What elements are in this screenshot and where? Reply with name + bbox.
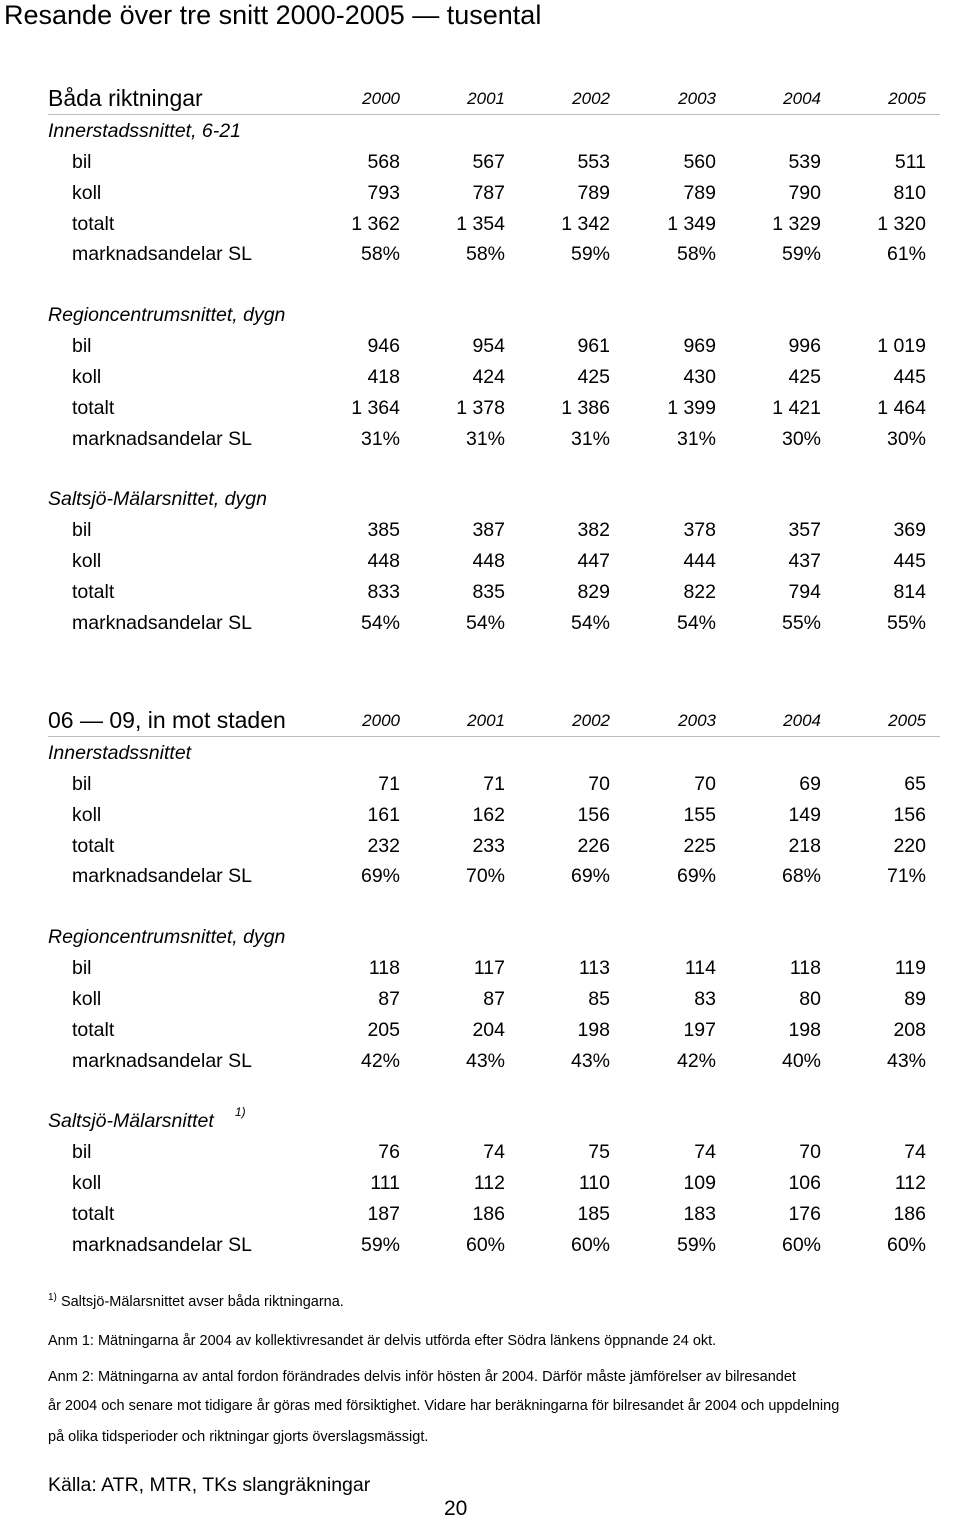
table-cell: 1 364 xyxy=(351,396,400,419)
table-cell: 43% xyxy=(570,1049,610,1072)
source-credit: Källa: ATR, MTR, TKs slangräkningar xyxy=(48,1474,371,1496)
row-label: koll xyxy=(72,365,102,388)
table-cell: 220 xyxy=(893,834,926,857)
row-label: totalt xyxy=(72,1202,115,1225)
table-cell: 80 xyxy=(799,987,821,1010)
table-header xyxy=(48,84,940,115)
table-cell: 198 xyxy=(577,1018,610,1041)
year-header: 2001 xyxy=(467,89,505,108)
table-cell: 430 xyxy=(683,365,716,388)
table-row xyxy=(48,392,940,423)
section-spacer xyxy=(48,891,940,921)
year-header: 2003 xyxy=(678,89,716,108)
table-cell: 112 xyxy=(894,1172,926,1195)
table-row xyxy=(48,1229,940,1260)
table-cell: 814 xyxy=(893,580,926,603)
table-cell: 567 xyxy=(472,151,505,173)
year-header: 2001 xyxy=(467,711,505,730)
row-label: koll xyxy=(72,181,102,204)
table-cell: 369 xyxy=(893,519,926,542)
table-title: Båda riktningar xyxy=(48,85,203,111)
table-cell: 61% xyxy=(886,243,926,266)
table-cell: 87 xyxy=(378,987,400,1010)
table-cell: 1 399 xyxy=(667,396,716,419)
table-cell: 68% xyxy=(781,865,821,888)
table-row xyxy=(48,830,940,861)
row-label: bil xyxy=(72,335,92,358)
table-cell: 204 xyxy=(472,1018,505,1041)
note-2-line-2: år 2004 och senare mot tidigare år göras med försiktighet. Vidare har beräkningarna för bilresandet år 2004 och uppdelning xyxy=(48,1398,840,1414)
row-label: koll xyxy=(72,803,102,826)
table-cell: 74 xyxy=(694,1141,716,1164)
table-cell: 226 xyxy=(577,834,610,857)
table-cell: 448 xyxy=(367,550,400,573)
table-row xyxy=(48,983,940,1014)
table-row xyxy=(48,607,940,638)
table-row xyxy=(48,361,940,392)
row-label: marknadsandelar SL xyxy=(72,611,252,634)
table-cell: 197 xyxy=(683,1018,716,1041)
table-cell: 58% xyxy=(465,243,505,266)
table-cell: 31% xyxy=(676,427,716,450)
table-body xyxy=(48,737,940,1260)
table-cell: 149 xyxy=(788,803,821,826)
table-cell: 31% xyxy=(570,427,610,450)
table-cell: 162 xyxy=(472,803,505,826)
table-cell: 1 362 xyxy=(351,212,400,235)
table-row xyxy=(48,768,940,799)
table-row xyxy=(48,423,940,454)
table-cell: 789 xyxy=(683,181,716,204)
table-body xyxy=(48,115,940,638)
table-cell: 40% xyxy=(781,1049,821,1072)
table-cell: 69 xyxy=(799,773,821,795)
row-label: bil xyxy=(72,519,92,542)
table-cell: 1 019 xyxy=(877,335,926,358)
table-cell: 118 xyxy=(368,957,400,980)
footnote-text: Saltsjö-Mälarsnittet avser båda riktningarna. xyxy=(60,1293,344,1310)
table-title: 06 — 09, in mot staden xyxy=(48,707,286,733)
section-header xyxy=(48,483,940,514)
row-label: bil xyxy=(72,957,92,980)
table-cell: 568 xyxy=(367,151,400,173)
table-row xyxy=(48,952,940,983)
table-cell: 954 xyxy=(472,335,505,358)
table-row xyxy=(48,1136,940,1167)
table-cell: 117 xyxy=(473,957,505,980)
section-title: Saltsjö-Mälarsnittet xyxy=(48,1110,214,1133)
table-cell: 114 xyxy=(684,957,716,980)
table-cell: 1 329 xyxy=(772,212,821,235)
table-header xyxy=(48,706,940,737)
table-cell: 176 xyxy=(788,1202,821,1225)
table-cell: 60% xyxy=(570,1233,610,1256)
table-cell: 155 xyxy=(683,803,716,826)
table-cell: 31% xyxy=(465,427,505,450)
table-row xyxy=(48,1045,940,1076)
table-cell: 198 xyxy=(788,1018,821,1041)
table-cell: 60% xyxy=(886,1233,926,1256)
table-cell: 74 xyxy=(483,1141,505,1164)
row-label: totalt xyxy=(72,1018,115,1041)
table-cell: 59% xyxy=(360,1233,400,1256)
table-cell: 76 xyxy=(378,1141,400,1164)
year-header: 2005 xyxy=(888,89,926,108)
table-cell: 425 xyxy=(577,365,610,388)
table-cell: 810 xyxy=(893,181,926,204)
table-row xyxy=(48,177,940,208)
table-cell: 1 354 xyxy=(456,212,505,235)
table-cell: 74 xyxy=(904,1141,926,1164)
row-label: totalt xyxy=(72,212,115,235)
table-cell: 59% xyxy=(781,243,821,266)
table-cell: 30% xyxy=(781,427,821,450)
table-cell: 30% xyxy=(886,427,926,450)
table-cell: 69% xyxy=(570,865,610,888)
table-cell: 218 xyxy=(788,834,821,857)
section-title: Regioncentrumsnittet, dygn xyxy=(48,304,286,327)
year-header: 2002 xyxy=(572,89,610,108)
table-cell: 60% xyxy=(465,1233,505,1256)
table-cell: 156 xyxy=(893,803,926,826)
table-row xyxy=(48,208,940,239)
table-cell: 833 xyxy=(367,580,400,603)
table-cell: 822 xyxy=(683,580,716,603)
table-cell: 85 xyxy=(588,987,610,1010)
row-label: totalt xyxy=(72,580,115,603)
table-cell: 119 xyxy=(894,957,926,980)
table-row xyxy=(48,330,940,361)
table-cell: 55% xyxy=(886,611,926,634)
section-spacer xyxy=(48,453,940,483)
section-title: Regioncentrumsnittet, dygn xyxy=(48,926,286,949)
table-cell: 110 xyxy=(578,1172,610,1195)
table-cell: 560 xyxy=(683,151,716,173)
table-cell: 183 xyxy=(683,1202,716,1225)
section-header xyxy=(48,115,940,146)
table-cell: 835 xyxy=(472,580,505,603)
year-header: 2000 xyxy=(362,711,400,730)
table-cell: 790 xyxy=(788,181,821,204)
section-header xyxy=(48,299,940,330)
section-title: Innerstadssnittet, 6-21 xyxy=(48,120,241,142)
table-cell: 89 xyxy=(904,987,926,1010)
table-row xyxy=(48,860,940,891)
table-cell: 447 xyxy=(577,550,610,573)
table-cell: 54% xyxy=(570,611,610,634)
table-cell: 161 xyxy=(367,803,400,826)
row-label: marknadsandelar SL xyxy=(72,427,252,450)
table-cell: 69% xyxy=(676,865,716,888)
row-label: koll xyxy=(72,1172,102,1195)
table-cell: 1 464 xyxy=(877,396,926,419)
table-cell: 378 xyxy=(683,519,716,542)
table-cell: 996 xyxy=(788,335,821,358)
table-row xyxy=(48,1014,940,1045)
table-cell: 387 xyxy=(472,519,505,542)
footnote-marker: 1) xyxy=(235,1105,246,1120)
table-cell: 69% xyxy=(360,865,400,888)
row-label: bil xyxy=(72,1141,92,1164)
table-cell: 789 xyxy=(577,181,610,204)
table-cell: 71 xyxy=(483,773,505,795)
note-2-line-1: Anm 2: Mätningarna av antal fordon förändrades delvis inför hösten år 2004. Därför måste jämförelser av bilresandet xyxy=(48,1369,796,1385)
table-cell: 829 xyxy=(577,580,610,603)
table-cell: 70 xyxy=(799,1141,821,1164)
table-cell: 65 xyxy=(904,773,926,795)
section-spacer xyxy=(48,1075,940,1105)
section-title: Innerstadssnittet xyxy=(48,742,192,764)
row-label: marknadsandelar SL xyxy=(72,865,252,888)
table-cell: 1 421 xyxy=(772,396,821,419)
table-cell: 186 xyxy=(893,1202,926,1225)
table-cell: 539 xyxy=(788,151,821,173)
table-cell: 444 xyxy=(683,550,716,573)
page-title: Resande över tre snitt 2000-2005 — tusental xyxy=(4,0,542,30)
row-label: marknadsandelar SL xyxy=(72,1049,252,1072)
table-row xyxy=(48,238,940,269)
table-cell: 70 xyxy=(694,773,716,795)
table-cell: 794 xyxy=(788,580,821,603)
note-1: Anm 1: Mätningarna år 2004 av kollektivresandet är delvis utförda efter Södra länkens öppnande 24 okt. xyxy=(48,1333,717,1349)
year-header: 2004 xyxy=(783,711,821,730)
table-row xyxy=(48,514,940,545)
table-cell: 233 xyxy=(472,834,505,857)
table-cell: 553 xyxy=(577,151,610,173)
table-cell: 382 xyxy=(577,519,610,542)
note-2-line-3: på olika tidsperioder och riktningar gjorts överslagsmässigt. xyxy=(48,1429,429,1445)
year-header: 2003 xyxy=(678,711,716,730)
table-cell: 385 xyxy=(367,519,400,542)
table-cell: 54% xyxy=(360,611,400,634)
table-cell: 71 xyxy=(378,773,400,795)
table-row xyxy=(48,146,940,177)
table-cell: 58% xyxy=(676,243,716,266)
footnote-marker: 1) xyxy=(48,1292,57,1303)
table-cell: 448 xyxy=(472,550,505,573)
table-cell: 185 xyxy=(577,1202,610,1225)
table-cell: 225 xyxy=(683,834,716,857)
section-header xyxy=(48,1105,940,1136)
table-cell: 946 xyxy=(367,335,400,358)
table-cell: 106 xyxy=(788,1172,821,1195)
table-cell: 111 xyxy=(370,1172,400,1195)
table-cell: 205 xyxy=(367,1018,400,1041)
table-cell: 445 xyxy=(893,365,926,388)
table-cell: 357 xyxy=(788,519,821,542)
table-cell: 43% xyxy=(465,1049,505,1072)
table-cell: 208 xyxy=(893,1018,926,1041)
table-cell: 1 349 xyxy=(667,212,716,235)
table-cell: 112 xyxy=(473,1172,505,1195)
page-number: 20 xyxy=(444,1497,468,1520)
table-cell: 55% xyxy=(781,611,821,634)
table-cell: 787 xyxy=(472,181,505,204)
table-cell: 87 xyxy=(483,987,505,1010)
year-header: 2004 xyxy=(783,89,821,108)
table-cell: 42% xyxy=(360,1049,400,1072)
year-header: 2005 xyxy=(888,711,926,730)
table-row xyxy=(48,545,940,576)
table-cell: 54% xyxy=(676,611,716,634)
section-header xyxy=(48,737,940,768)
table-cell: 1 320 xyxy=(877,212,926,235)
table-row xyxy=(48,1167,940,1198)
table-cell: 75 xyxy=(588,1141,610,1164)
table-cell: 418 xyxy=(367,365,400,388)
row-label: marknadsandelar SL xyxy=(72,243,252,266)
table-row xyxy=(48,576,940,607)
row-label: bil xyxy=(72,151,92,173)
row-label: totalt xyxy=(72,834,115,857)
table-cell: 118 xyxy=(789,957,821,980)
table-cell: 186 xyxy=(472,1202,505,1225)
row-label: koll xyxy=(72,550,102,573)
year-header: 2002 xyxy=(572,711,610,730)
table-cell: 1 378 xyxy=(456,396,505,419)
table-both-directions xyxy=(48,84,940,638)
table-cell: 113 xyxy=(578,957,610,980)
table-cell: 58% xyxy=(360,243,400,266)
table-cell: 1 342 xyxy=(561,212,610,235)
table-cell: 969 xyxy=(683,335,716,358)
row-label: bil xyxy=(72,773,92,795)
table-cell: 437 xyxy=(788,550,821,573)
table-cell: 511 xyxy=(894,151,926,173)
table-cell: 71% xyxy=(886,865,926,888)
table-cell: 54% xyxy=(465,611,505,634)
table-cell: 445 xyxy=(893,550,926,573)
table-cell: 59% xyxy=(570,243,610,266)
table-cell: 187 xyxy=(367,1202,400,1225)
table-cell: 425 xyxy=(788,365,821,388)
row-label: marknadsandelar SL xyxy=(72,1233,252,1256)
table-inbound-06-09 xyxy=(48,706,940,1260)
table-cell: 793 xyxy=(367,181,400,204)
table-cell: 43% xyxy=(886,1049,926,1072)
section-title: Saltsjö-Mälarsnittet, dygn xyxy=(48,488,267,511)
table-cell: 70% xyxy=(465,865,505,888)
table-cell: 70 xyxy=(588,773,610,795)
table-cell: 1 386 xyxy=(561,396,610,419)
table-cell: 83 xyxy=(694,987,716,1010)
year-header: 2000 xyxy=(362,89,400,108)
footnote xyxy=(48,1292,344,1310)
table-cell: 31% xyxy=(360,427,400,450)
table-cell: 424 xyxy=(472,365,505,388)
table-cell: 156 xyxy=(577,803,610,826)
table-row xyxy=(48,1198,940,1229)
table-cell: 109 xyxy=(683,1172,716,1195)
row-label: totalt xyxy=(72,396,115,419)
table-cell: 59% xyxy=(676,1233,716,1256)
table-row xyxy=(48,799,940,830)
section-spacer xyxy=(48,269,940,299)
table-cell: 232 xyxy=(367,834,400,857)
table-cell: 60% xyxy=(781,1233,821,1256)
section-header xyxy=(48,921,940,952)
table-cell: 961 xyxy=(577,335,610,358)
row-label: koll xyxy=(72,987,102,1010)
table-cell: 42% xyxy=(676,1049,716,1072)
